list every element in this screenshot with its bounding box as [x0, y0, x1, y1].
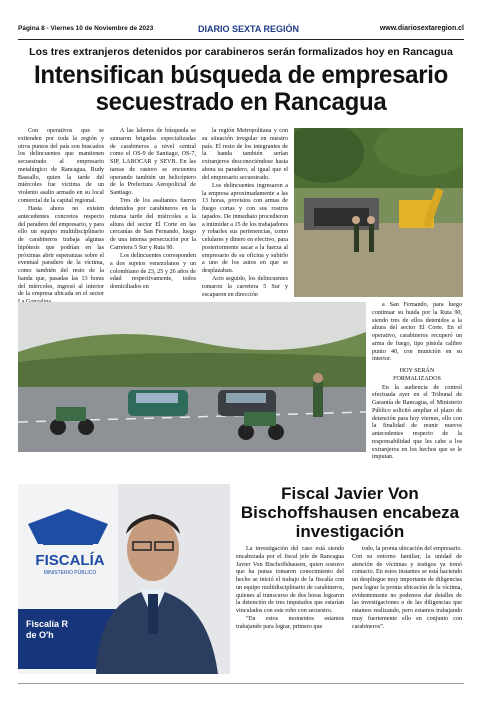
fiscalia-sign-text: Fiscalía R de O'h: [26, 619, 69, 640]
paragraph: Con operativos que se extienden por toda la región y otros puntos del país son buscados los delincuentes que mantienen secuestrado al empresario metalúrgico de Rancagua, Rudy Bassallo, quien la tarde del miércoles fue víctima de un violento asalto armado en su local comercial de la capital regional.: [18, 128, 104, 204]
page-date: Página 8 - Viernes 10 de Noviembre de 2023: [18, 25, 154, 32]
paper-name: DIARIO SEXTA REGIÓN: [198, 24, 300, 34]
article-column-1: [18, 128, 104, 307]
article-column-4: [372, 302, 462, 463]
highway-photo: [18, 302, 366, 452]
article2-column-1: [236, 546, 344, 632]
header-rule: [18, 39, 464, 40]
article-column-3: [202, 128, 288, 300]
article-headline: Intensifican búsqueda de empresario secuestrado en Rancagua: [33, 61, 449, 116]
article-kicker: Los tres extranjeros detenidos por carabineros serán formalizados hoy en Rancagua: [29, 46, 453, 58]
paragraph: Hasta ahora no existen antecedentes concretos respecto del paradero del empresario, y para ello un equipo multidisciplinario de carabineros trabaja algunas hipótesis que podrían en las próximas abrir esperanzas sobre el eventual paradero de la víctima, como también del resto de la banda que, pasadas las 13 horas del miércoles, ingresó al interior de la empresa ubicada en el sector: [18, 206, 104, 298]
paragraph: En la audiencia de control efectuada ayer en el Tribunal de Garantía de Rancagua, el Ministerio Público solicitó ampliar el plazo de detención para hoy viernes, ello con la finalidad de reunir nuevos antecedentes respecto de la responsabilidad que les cabe a los extranjeros en los hechos que se le imputan.: [372, 384, 462, 461]
scene-photo: [294, 128, 463, 297]
article-column-2: [110, 128, 196, 292]
paragraph: Los delincuentes ingresaron a la empresa aproximadamente a las 13 horas, provistos con armas de fuego cortas y con sus rostros tapados. De inmediato procedieron a intimidar a 15 de los trabajadores y robarles sus pertenencias, como celulares y dinero en efectivo, para posteriormente sacar a la fuerza al empresario de su oficina y subirlo a uno de los autos en que se desplazaban.: [202, 182, 288, 274]
paragraph: la región Metropolitana y con su situación irregular en nuestro país. El resto de los integrantes de la banda también serían extranjeros desconociéndose hasta ahora su paradero, al igual que el del empresario secuestrado.: [202, 128, 288, 181]
paragraph: “En estos momentos estamos trabajando para lograr, primero que: [236, 616, 344, 630]
page-header: [18, 24, 464, 38]
paragraph: Los delincuentes corresponden a dos sujetos venezolanos y un colombiano de 23, 25 y 26 años de edad respectivamente, todos domiciliados en: [110, 253, 196, 290]
article2-column-2: [352, 546, 462, 632]
paragraph: Acto seguido, los delincuentes tomaron la carretera 5 Sur y escaparon en dirección: [202, 276, 288, 298]
prosecutor-photo: [18, 484, 230, 674]
paragraph: La investigación del caso está siendo encabezada por el fiscal jefe de Rancagua Javier Von Bischoffshausen, quien sostuvo que ha punas tomaron conocimiento del hecho se inició el trabajo de la fiscalía con un equipo multidisciplinario de carabineros, quienes al transcurso de dos horas lograron la detención de tres imputados que estarían vinculados con este robo con secuestro.: [236, 546, 344, 614]
fiscalia-sign-brand: FISCALÍA: [35, 552, 105, 569]
subheading: HOY SERÁN FORMALIZADOS: [393, 368, 441, 382]
paragraph: todo, la pronta ubicación del empresario. Con su entorno familiar, la unidad de atención de víctimas y testigos ya tomó contacto. En estos instantes se está haciendo un despliegue muy importante de diligencias para lograr la pronta ubicación de la víctima, evidentemente no podemos dar detalles de las investigaciones o de las diligencias que estamos realizando, pero estamos trabajando muy fuertemente ello en conjunto con carabineros”.: [352, 546, 462, 630]
paragraph: Tres de los asaltantes fueron detenidos por carabineros en la misma tarde del miércoles a la altura del sector El Corte en las cercanías de San Fernando, luego de una intensa persecución por la Carretera 5 Sur y Ruta 90.: [110, 198, 196, 251]
article2-headline: Fiscal Javier Von Bischoffshausen encabeza investigación: [240, 484, 460, 541]
footer-rule: [18, 683, 464, 684]
website-link[interactable]: www.diariosextaregion.cl: [379, 25, 464, 32]
paragraph: a San Fernando, para luego continuar su huida por la Ruta 90, siendo tres de ellos detenidos a la altura del sector El Corte. En el operativo, carabineros recuperó un arma de fuego, tipo pistola calibre punto 40, con munición en su interior.: [372, 302, 462, 363]
paragraph: A las labores de búsqueda se sumaron brigadas especializadas de carabineros a nivel central como el OS-9 de Santiago, OS-7, SIP, LABOCAR y SEVB. En las tareas de rastreo se encuentra operando también un helicóptero de la Prefectura Aeropolicial de Santiago.: [110, 128, 196, 196]
fiscalia-sign-sub: MINISTERIO PÚBLICO: [43, 570, 97, 576]
